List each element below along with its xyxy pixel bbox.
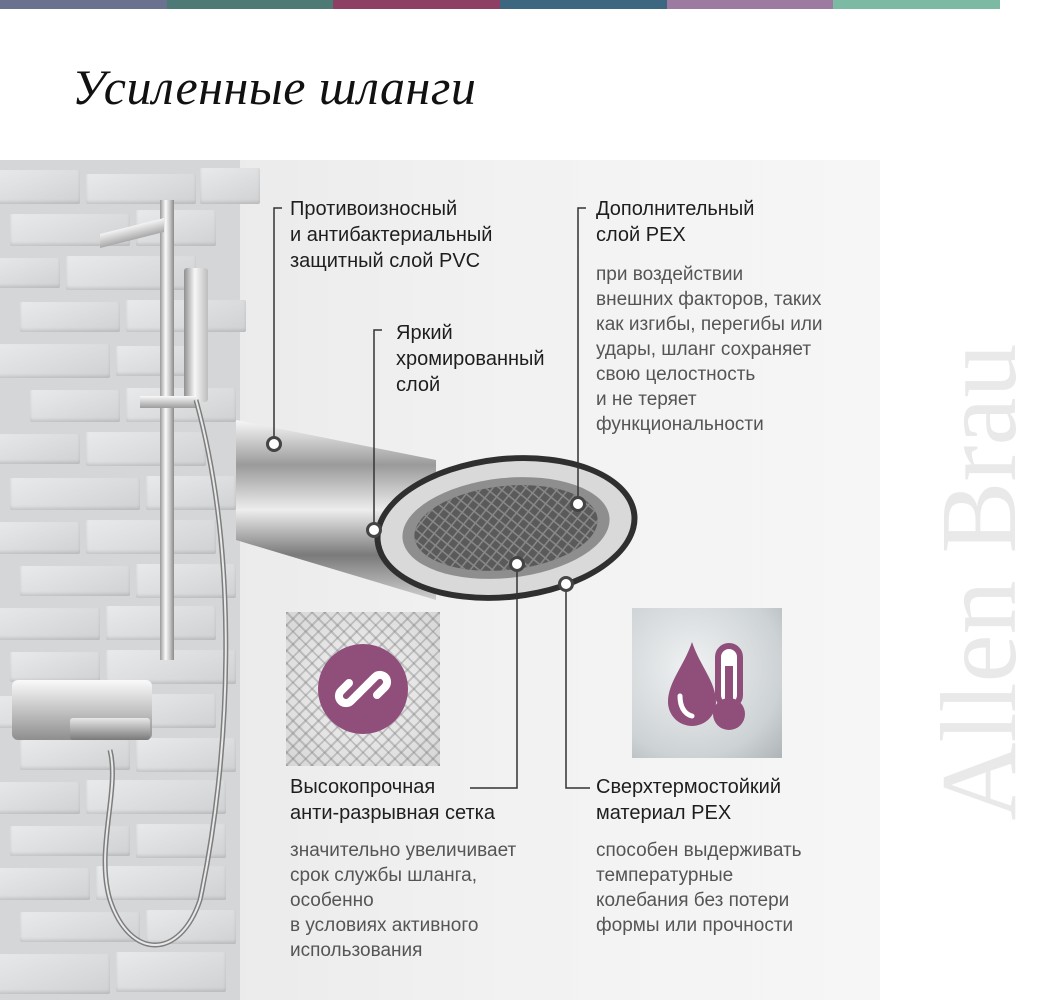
callout-dot-mesh <box>509 556 525 572</box>
mesh-icon-circle <box>286 612 440 766</box>
feature-pex-layer-description: при воздействии внешних факторов, таких как изгибы, перегибы или удары, шланг сохраняет свою целостность и не теряет функциональности <box>596 264 823 435</box>
feature-pex-layer-title: Дополнительный слой PEX <box>596 198 755 246</box>
thermo-icon-circle <box>632 608 782 758</box>
callout-dot-thermo <box>558 576 574 592</box>
feature-thermo-title: Сверхтермостойкий материал PEX <box>596 776 782 824</box>
callout-dot-pvc <box>266 436 282 452</box>
feature-pvc-title: Противоизносный и антибактериальный защитный слой PVC <box>290 198 493 272</box>
page-title: Усиленные шланги <box>72 59 477 115</box>
brand-watermark: Allen Brau <box>920 343 1039 821</box>
callout-dot-chrome <box>366 522 382 538</box>
feature-mesh-title: Высокопрочная анти-разрывная сетка <box>290 776 495 824</box>
drop-thermometer-icon <box>662 636 758 736</box>
chain-link-icon <box>318 644 408 734</box>
feature-chrome-title: Яркий хромированный слой <box>396 322 545 396</box>
callout-dot-pex-layer <box>570 496 586 512</box>
feature-thermo-description: способен выдерживать температурные колебания без потери формы или прочности <box>596 840 802 936</box>
feature-mesh-description: значительно увеличивает срок службы шланга, особенно в условиях активного использования <box>290 840 517 961</box>
